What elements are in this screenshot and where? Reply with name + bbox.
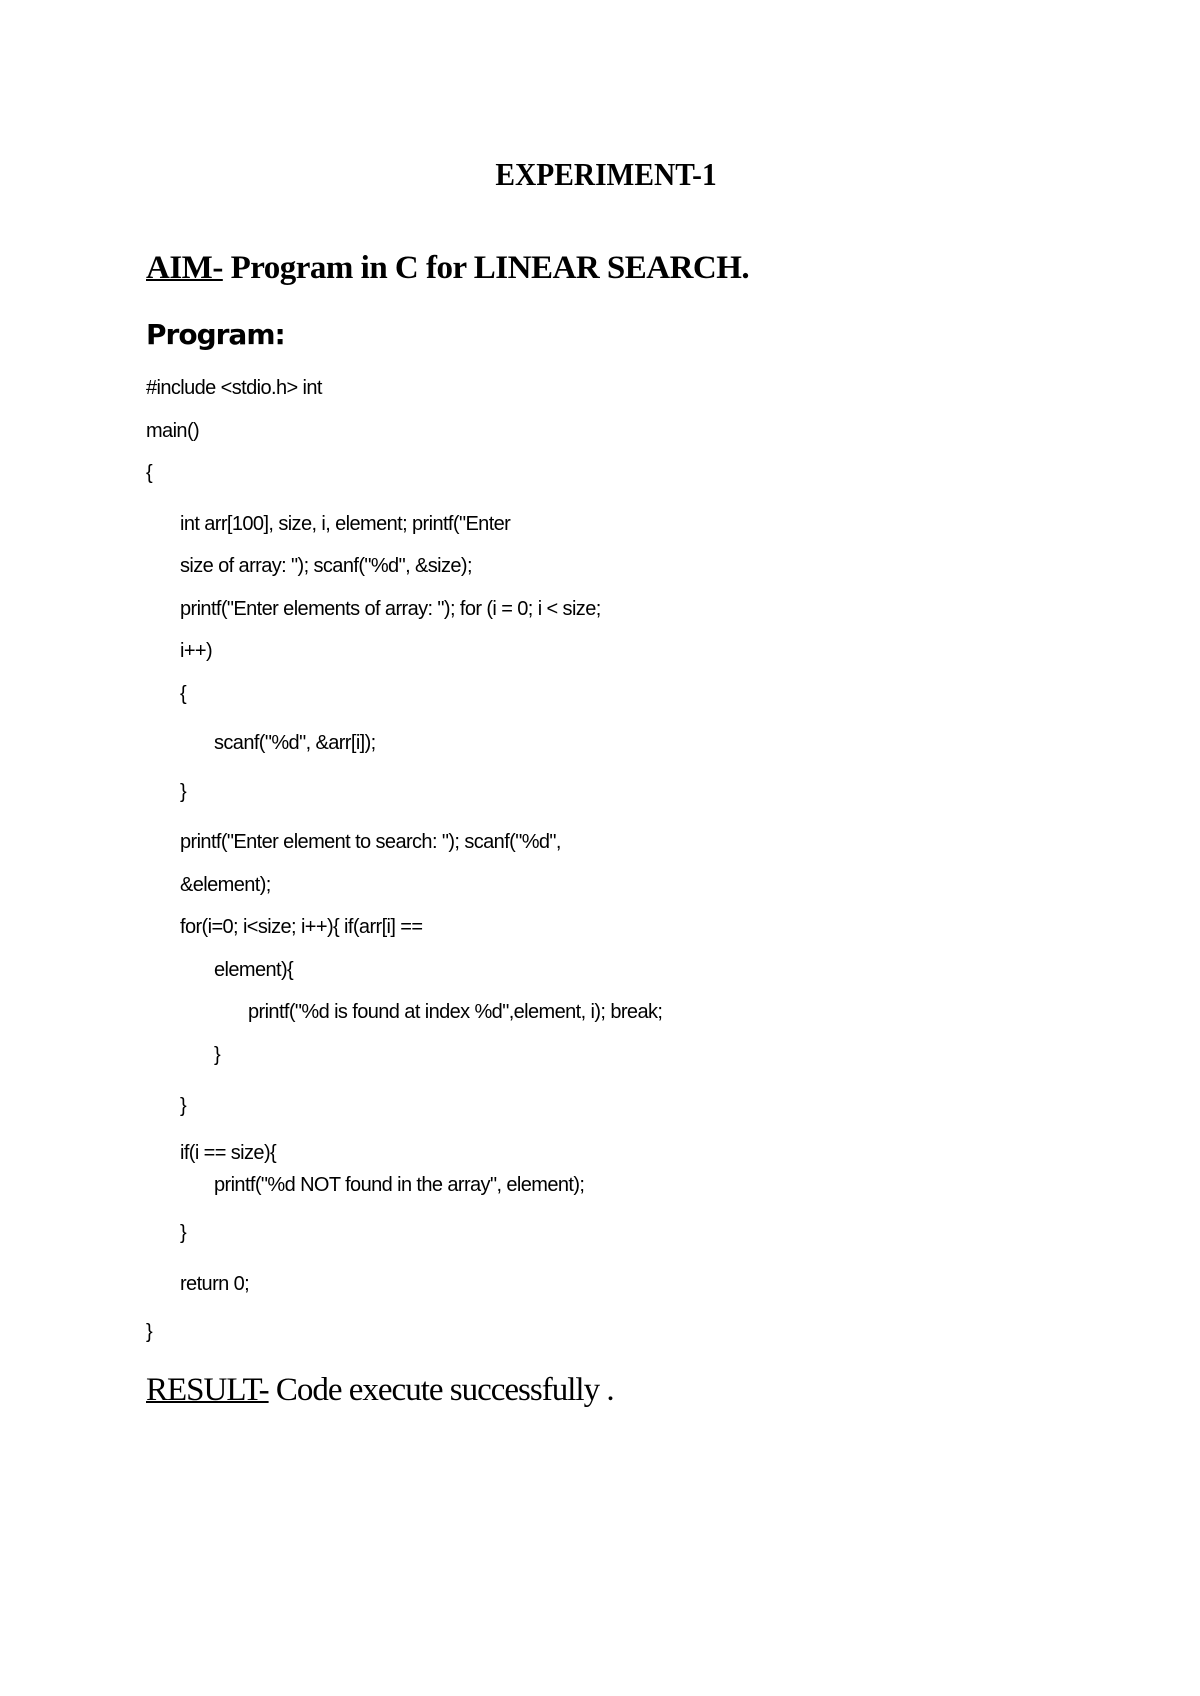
code-line: scanf("%d", &arr[i]); [214, 732, 376, 754]
code-line: if(i == size){ [180, 1142, 277, 1164]
code-line: #include <stdio.h> int [146, 377, 322, 399]
code-line: printf("Enter element to search: "); scanf("%d", [180, 831, 561, 853]
aim-text: Program in C for LINEAR SEARCH. [222, 250, 750, 286]
code-line: element){ [214, 959, 294, 981]
code-line: } [180, 1095, 187, 1117]
page-title: EXPERIMENT-1 [495, 156, 717, 192]
aim-line [146, 250, 749, 287]
code-line: for(i=0; i<size; i++){ if(arr[i] == [180, 916, 423, 938]
code-line: int arr[100], size, i, element; printf("Enter [180, 513, 511, 535]
code-line: main() [146, 420, 200, 442]
code-line: &element); [180, 874, 271, 896]
result-line [146, 1372, 614, 1409]
code-line: } [180, 1222, 187, 1244]
code-line: printf("%d is found at index %d",element, i); break; [248, 1001, 663, 1023]
code-line: { [146, 462, 153, 484]
aim-label: AIM- [146, 250, 223, 286]
code-line: } [180, 781, 187, 803]
code-line: { [180, 683, 187, 705]
code-line: size of array: "); scanf("%d", &size); [180, 555, 472, 577]
code-line: printf("Enter elements of array: "); for (i = 0; i < size; [180, 598, 601, 620]
code-line: } [214, 1044, 221, 1066]
code-line: i++) [180, 640, 213, 662]
code-line: return 0; [180, 1273, 250, 1295]
code-line: } [146, 1321, 153, 1343]
result-text: Code execute successfully . [268, 1372, 614, 1408]
code-line: printf("%d NOT found in the array", element); [214, 1174, 585, 1196]
result-label: RESULT- [146, 1372, 269, 1408]
program-heading: Program: [146, 318, 285, 351]
